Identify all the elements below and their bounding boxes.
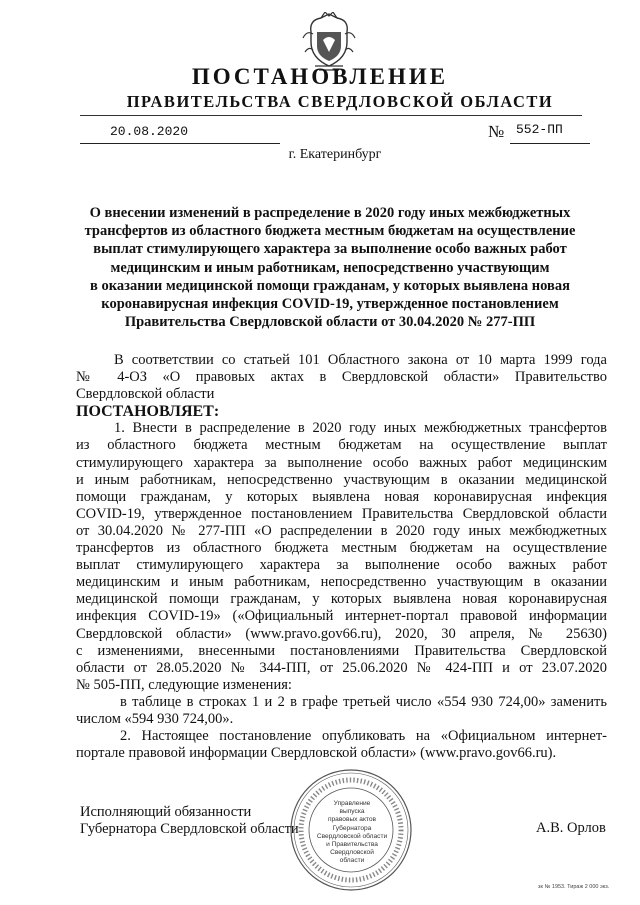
item1-line: 1. Внести в распределение в 2020 году иных межбюджетных трансфертов [114, 420, 607, 437]
item1-line: трансфертов из областного бюджета местным бюджетам на осуществление [76, 540, 607, 557]
print-footnote: зк № 1953. Тираж 2 000 экз. [538, 884, 610, 890]
item1-line: помощи гражданам, у которых выявлена новая коронавирусная инфекция [76, 488, 607, 505]
item1-line: медицинской помощи гражданам, у которых выявлена новая коронавирусная [76, 591, 607, 608]
preamble-line: Свердловской области [76, 386, 215, 403]
header-divider [80, 115, 582, 116]
subject-line: О внесении изменений в распределение в 2020 году иных межбюджетных [89, 205, 571, 221]
seal-line: области [339, 857, 365, 865]
item1-line: с изменениями, внесенными постановлениями Правительства Свердловской [76, 642, 607, 659]
seal-line: Свердловской области [316, 832, 388, 840]
number-sign: № [488, 122, 505, 141]
preamble-line: № 4-ОЗ «О правовых актах в Свердловской области» Правительство [76, 369, 607, 386]
date-underline [80, 143, 280, 144]
seal-line: и Правительства [326, 841, 378, 849]
item1-line: выплат стимулирующего характера за выполнение особо важных работ [76, 557, 607, 574]
seal-line: правовых актов [327, 816, 377, 824]
subject-line: медицинским и иным работникам, непосредственно участвующим [110, 259, 550, 276]
item1-line: № 505-ПП, следующие изменения: [76, 676, 292, 693]
coat-of-arms-icon [301, 12, 357, 72]
signatory-name: А.В. Орлов [536, 820, 606, 836]
item1-line: стимулирующего характера за выполнение особо важных работ медицинским [76, 454, 607, 471]
subject-line: коронавирусная инфекция COVID-19, утвержденное постановлением [101, 296, 559, 313]
seal-line: выпуска [339, 808, 365, 816]
document-title-heading: ПОСТАНОВЛЕНИЕ [191, 64, 449, 89]
decree-word: ПОСТАНОВЛЯЕТ: [76, 403, 220, 421]
seal-text [316, 800, 388, 866]
position-line: Губернатора Свердловской области [80, 821, 299, 837]
item1-line: из областного бюджета местным бюджетам на осуществление выплат [76, 437, 607, 454]
subject-line: трансфертов из областного бюджета местным бюджетам на осуществление [84, 223, 576, 240]
item1-line: от 30.04.2020 № 277-ПП «О распределении в 2020 году иных межбюджетных [76, 522, 607, 539]
document-subject [80, 204, 580, 331]
item1-line: Свердловской области» (www.pravo.gov66.ru), 2020, 30 апреля, № 25630) [76, 625, 607, 642]
signatory-position [80, 804, 299, 838]
position-line: Исполняющий обязанности [80, 804, 252, 820]
change-line: числом «594 930 724,00». [76, 710, 234, 727]
change-line: в таблице в строках 1 и 2 в графе третьей число «554 930 724,00» заменить [120, 693, 607, 710]
item1-line: области от 28.05.2020 № 344-ПП, от 25.06.2020 № 424-ПП и от 23.07.2020 [76, 659, 607, 676]
subject-line: в оказании медицинской помощи гражданам, у которых выявлена новая [90, 277, 570, 294]
number-underline [510, 143, 590, 144]
subject-line: выплат стимулирующего характера за выполнение особо важных работ [93, 241, 567, 258]
seal-line: Свердловской [330, 849, 374, 857]
city-label: г. Екатеринбург [288, 147, 382, 162]
seal-line: Губернатора [332, 824, 372, 832]
document-body [76, 352, 607, 762]
item1-line: медицинским и иным работникам, непосредственно участвующим в оказании [76, 574, 607, 591]
item2-line: 2. Настоящее постановление опубликовать на «Официальном интернет- [120, 728, 607, 745]
document-number: 552-ПП [516, 122, 563, 137]
issuer-heading: ПРАВИТЕЛЬСТВА СВЕРДЛОВСКОЙ ОБЛАСТИ [126, 92, 554, 111]
item1-line: инфекция COVID-19» («Официальный интернет-портал правовой информации [76, 608, 607, 625]
subject-line: Правительства Свердловской области от 30.04.2020 № 277-ПП [124, 314, 536, 331]
preamble-line: В соответствии со статьей 101 Областного закона от 10 марта 1999 года [114, 352, 607, 368]
seal-line: Управление [333, 800, 371, 807]
item1-line: COVID-19, утвержденное постановлением Правительства Свердловской области [76, 505, 607, 522]
document-date: 20.08.2020 [110, 124, 189, 139]
item2-line: портале правовой информации Свердловской области» (www.pravo.gov66.ru). [76, 745, 557, 762]
item1-line: и иным работникам, непосредственно участвующим в оказании медицинской [76, 471, 607, 488]
